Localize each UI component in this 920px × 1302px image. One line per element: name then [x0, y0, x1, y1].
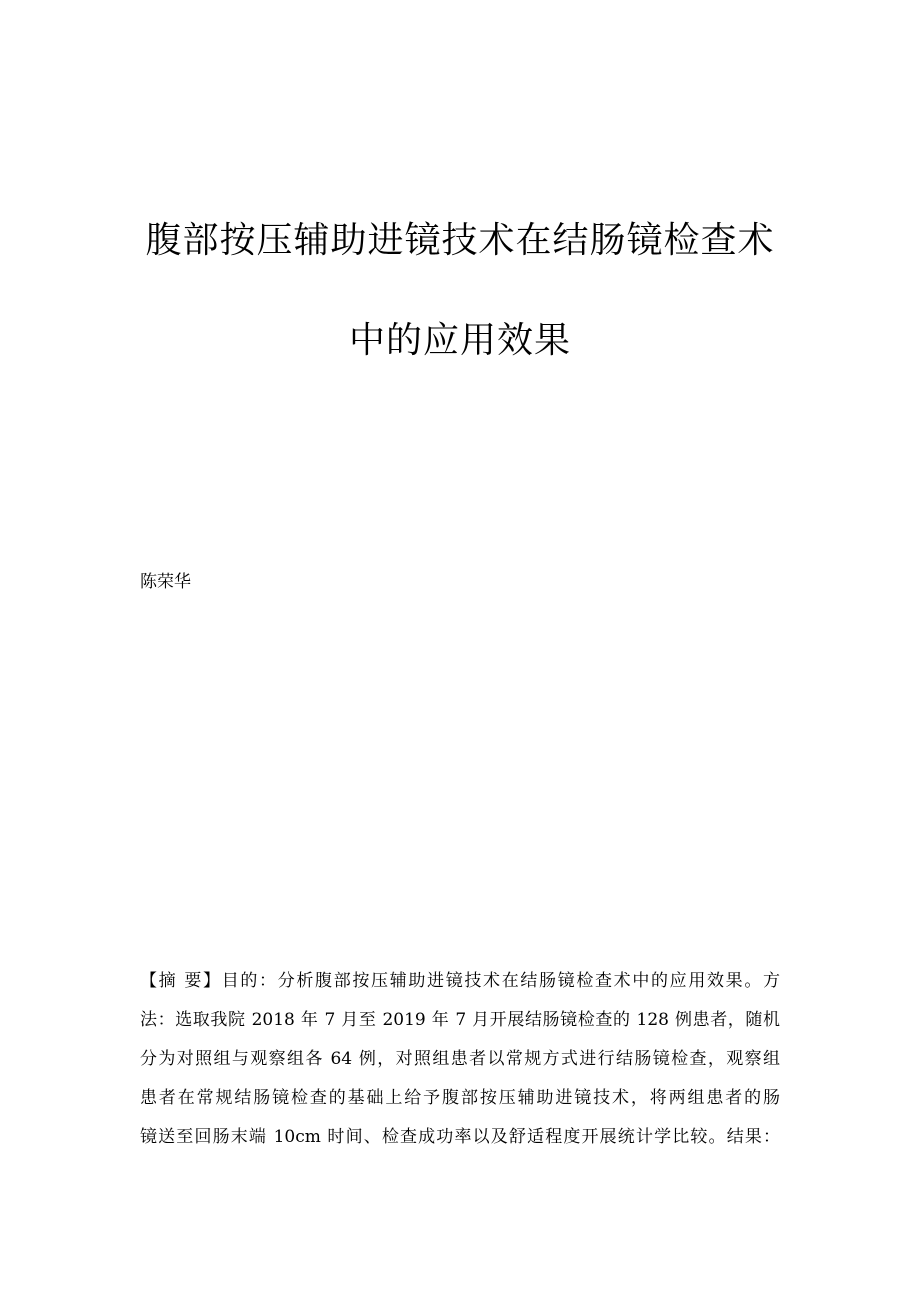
abstract-line: 患者在常规结肠镜检查的基础上给予腹部按压辅助进镜技术，将两组患者的肠 [140, 1088, 780, 1108]
abstract-line: 法：选取我院 2018 年 7 月至 2019 年 7 月开展结肠镜检查的 128 例患者，随机 [140, 1010, 780, 1030]
abstract-line: 分为对照组与观察组各 64 例，对照组患者以常规方式进行结肠镜检查，观察组 [140, 1049, 780, 1069]
abstract-paragraph [140, 962, 780, 1157]
abstract-line: 【摘 要】目的：分析腹部按压辅助进镜技术在结肠镜检查术中的应用效果。方 [140, 971, 780, 991]
abstract-line: 镜送至回肠末端 10cm 时间、检查成功率以及舒适程度开展统计学比较。结果： [140, 1127, 780, 1147]
document-title-line-1: 腹部按压辅助进镜技术在结肠镜检查术 [145, 220, 775, 261]
author-name: 陈荣华 [140, 572, 191, 592]
document-title-line-2: 中的应用效果 [348, 320, 571, 361]
